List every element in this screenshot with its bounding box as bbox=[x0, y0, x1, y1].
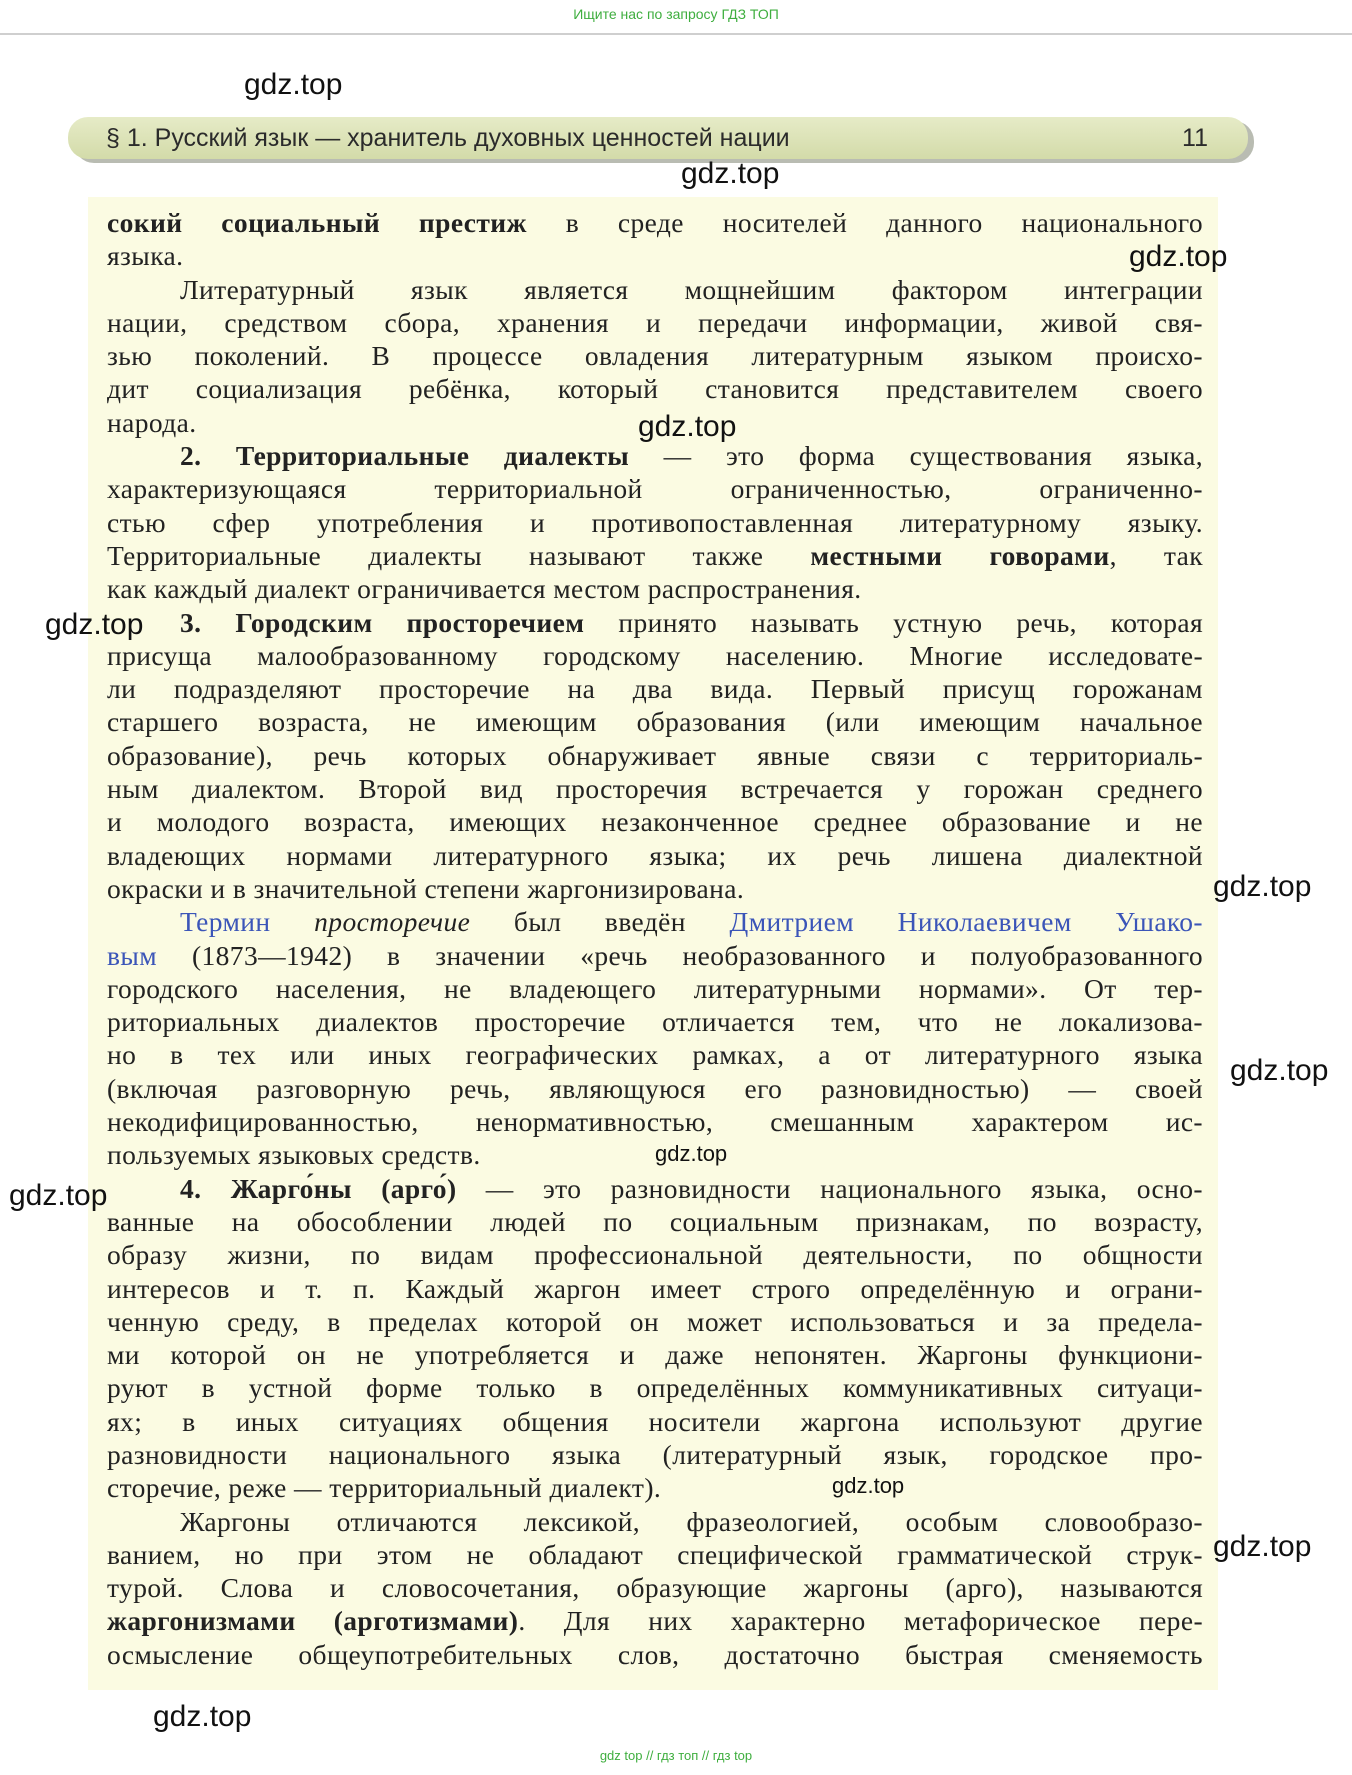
text-line: окраски и в значительной степени жаргонизирована. bbox=[107, 872, 745, 904]
term-italic: просторечие bbox=[314, 906, 471, 938]
text-line: народа. bbox=[107, 406, 197, 438]
text-run: в среде носителей данного национального bbox=[526, 207, 1203, 238]
watermark: gdz.top bbox=[832, 1473, 905, 1498]
text-line bbox=[107, 439, 1203, 472]
text-run bbox=[271, 906, 315, 937]
text-line: как каждый диалект ограничивается местом распространения. bbox=[107, 573, 862, 605]
text-line: риториальных диалектов просторечие отличается тем, что не локализова- bbox=[107, 1006, 1203, 1038]
text-line: пользуемых языковых средств. bbox=[107, 1139, 481, 1171]
text-line: и молодого возраста, имеющих незаконченное среднее образование и не bbox=[107, 806, 1203, 838]
text-line bbox=[107, 606, 1203, 639]
watermark: gdz.top bbox=[45, 608, 144, 641]
term-bold: 4. Жарго́ны (арго́) bbox=[180, 1172, 457, 1204]
text-line bbox=[107, 539, 1203, 572]
text-line: городского населения, не владеющего литературными нормами». От тер- bbox=[107, 972, 1203, 1004]
text-line: дит социализация ребёнка, который становится представителем своего bbox=[107, 373, 1203, 405]
text-run: Территориальные диалекты называют также bbox=[107, 539, 811, 571]
text-line: некодифицированностью, ненормативностью, смешанным характером ис- bbox=[107, 1106, 1203, 1138]
text-line: присуща малообразованному городскому населению. Многие исследовате- bbox=[107, 639, 1203, 671]
text-line: но в тех или иных географических рамках, а от литературного языка bbox=[107, 1039, 1203, 1071]
term-bold: 3. Городским просторечием bbox=[180, 606, 585, 638]
text-run: , так bbox=[1109, 539, 1203, 571]
text-line: ях; в иных ситуациях общения носители жаргона используют другие bbox=[107, 1405, 1203, 1437]
watermark: gdz.top bbox=[244, 68, 343, 101]
watermark: gdz.top bbox=[638, 410, 737, 443]
watermark: gdz.top bbox=[1213, 870, 1312, 903]
text-line bbox=[107, 939, 1203, 972]
text-line: ми которой он не употребляется и даже непонятен. Жаргоны функциони- bbox=[107, 1339, 1203, 1371]
footer-text: gdz top // гдз топ // гдз top bbox=[599, 1748, 753, 1763]
text-line: осмысление общеупотребительных слов, достаточно быстрая сменяемость bbox=[107, 1638, 1203, 1670]
text-line: языка. bbox=[107, 240, 184, 272]
term-bold: жаргонизмами (арготизмами) bbox=[107, 1605, 519, 1637]
person-link[interactable]: Дмитрием Николаевичем Ушако- bbox=[729, 906, 1203, 938]
text-run: был введён bbox=[470, 906, 730, 938]
text-line: Литературный язык является мощнейшим фактором интеграции bbox=[180, 273, 1203, 305]
text-line: сторечие, реже — территориальный диалект). bbox=[107, 1472, 662, 1504]
text-run: (1873—1942) в значении «речь необразованного и полуобразованного bbox=[157, 939, 1203, 971]
watermark: gdz.top bbox=[153, 1700, 252, 1733]
text-line: руют в устной форме только в определённых коммуникативных ситуаци- bbox=[107, 1372, 1203, 1404]
text-line: разновидности национального языка (литературный язык, городское про- bbox=[107, 1438, 1203, 1470]
text-line: ванием, но при этом не обладают специфической грамматической струк- bbox=[107, 1538, 1203, 1570]
text-line: Жаргоны отличаются лексикой, фразеологией, особым словообразо- bbox=[180, 1505, 1203, 1537]
watermark: gdz.top bbox=[1230, 1054, 1329, 1087]
term-bold: сокий социальный престиж bbox=[107, 207, 527, 238]
watermark: gdz.top bbox=[655, 1141, 728, 1166]
top-banner-text: Ищите нас по запросу ГДЗ ТОП bbox=[573, 6, 779, 22]
text-run: . Для них характерно метафорическое пере- bbox=[518, 1605, 1203, 1637]
text-line: (включая разговорную речь, являющуюся его разновидностью) — своей bbox=[107, 1072, 1203, 1104]
text-line: образование), речь которых обнаруживает явные связи с территориаль- bbox=[107, 739, 1203, 771]
term-bold: местными говорами bbox=[810, 539, 1110, 571]
page-header bbox=[68, 117, 1248, 159]
text-line: турой. Слова и словосочетания, образующие жаргоны (арго), называются bbox=[107, 1572, 1203, 1604]
watermark: gdz.top bbox=[1213, 1530, 1312, 1563]
top-banner bbox=[0, 0, 1352, 35]
term-link[interactable]: Термин bbox=[180, 906, 271, 938]
text-line bbox=[107, 206, 1203, 239]
text-line: характеризующаяся территориальной ограниченностью, ограниченно- bbox=[107, 473, 1203, 505]
person-link[interactable]: вым bbox=[107, 939, 158, 971]
text-line: нации, средством сбора, хранения и передачи информации, живой свя- bbox=[107, 306, 1203, 338]
text-line: ным диалектом. Второй вид просторечия встречается у горожан среднего bbox=[107, 773, 1203, 805]
text-run: — это разновидности национального языка, осно- bbox=[456, 1172, 1203, 1204]
text-line: образу жизни, по видам профессиональной деятельности, по общности bbox=[107, 1239, 1203, 1271]
text-line: ванные на обособлении людей по социальным признакам, по возрасту, bbox=[107, 1205, 1203, 1237]
text-line: ли подразделяют просторечие на два вида. Первый присущ горожанам bbox=[107, 673, 1203, 705]
text-line: старшего возраста, не имеющим образования (или имеющим начальное bbox=[107, 706, 1203, 738]
page-number: 11 bbox=[1182, 123, 1208, 152]
term-bold: 2. Территориальные диалекты bbox=[180, 440, 630, 472]
text-line: ченную среду, в пределах которой он может использоваться и за предела- bbox=[107, 1305, 1203, 1337]
watermark: gdz.top bbox=[9, 1179, 108, 1212]
text-line: зью поколений. В процессе овладения литературным языком происхо- bbox=[107, 340, 1203, 372]
text-line bbox=[107, 1604, 1203, 1637]
text-line bbox=[107, 1172, 1203, 1205]
text-line: владеющих нормами литературного языка; их речь лишена диалектной bbox=[107, 839, 1203, 871]
text-line: интересов и т. п. Каждый жаргон имеет строго определённую и ограни- bbox=[107, 1272, 1203, 1304]
text-run: принято называть устную речь, которая bbox=[584, 606, 1203, 638]
watermark: gdz.top bbox=[1129, 240, 1228, 273]
text-line bbox=[107, 905, 1203, 938]
section-title: § 1. Русский язык — хранитель духовных ценностей нации bbox=[106, 123, 790, 152]
text-run: — это форма существования языка, bbox=[629, 440, 1203, 472]
text-line: стью сфер употребления и противопоставленная литературному языку. bbox=[107, 506, 1203, 538]
watermark: gdz.top bbox=[681, 157, 780, 190]
